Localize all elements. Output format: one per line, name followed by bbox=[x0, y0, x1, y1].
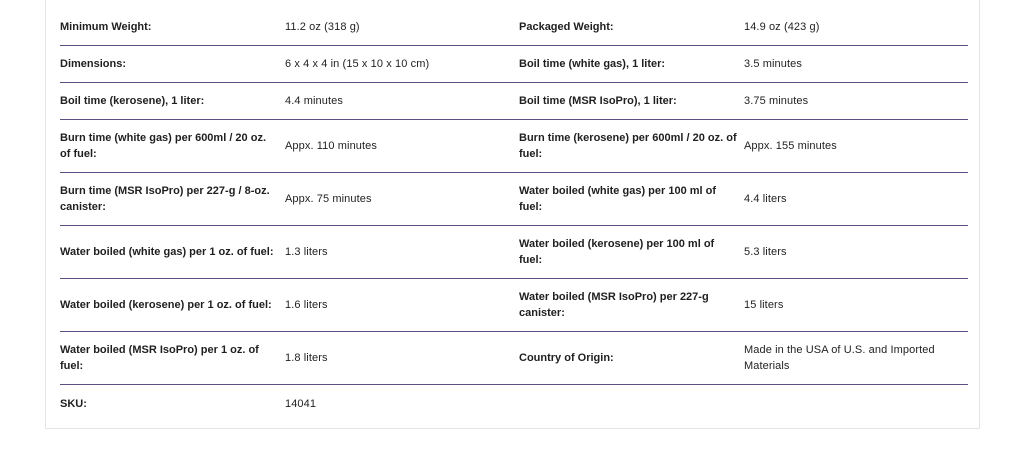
spec-value: 4.4 liters bbox=[744, 193, 787, 205]
spec-label: SKU: bbox=[60, 398, 87, 410]
spec-label: Water boiled (white gas) per 100 ml of fuel: bbox=[519, 185, 717, 213]
spec-label: Boil time (kerosene), 1 liter: bbox=[60, 95, 205, 107]
spec-label: Burn time (white gas) per 600ml / 20 oz. of fuel: bbox=[60, 132, 266, 160]
spec-row bbox=[60, 332, 968, 385]
specifications-card bbox=[45, 0, 980, 429]
spec-value: Made in the USA of U.S. and Imported Materials bbox=[744, 344, 935, 372]
spec-row bbox=[60, 46, 968, 83]
spec-value: 4.4 minutes bbox=[285, 95, 343, 107]
spec-value: 5.3 liters bbox=[744, 246, 787, 258]
spec-value: Appx. 75 minutes bbox=[285, 193, 372, 205]
spec-value: 1.6 liters bbox=[285, 299, 328, 311]
spec-row bbox=[60, 9, 968, 46]
spec-value: 1.8 liters bbox=[285, 352, 328, 364]
spec-row bbox=[60, 173, 968, 226]
spec-label: Minimum Weight: bbox=[60, 21, 152, 33]
spec-value: 14.9 oz (423 g) bbox=[744, 21, 820, 33]
spec-label: Boil time (MSR IsoPro), 1 liter: bbox=[519, 95, 677, 107]
spec-label: Water boiled (kerosene) per 100 ml of fuel: bbox=[519, 238, 715, 266]
spec-label: Packaged Weight: bbox=[519, 21, 614, 33]
spec-value: 1.3 liters bbox=[285, 246, 328, 258]
spec-label: Dimensions: bbox=[60, 58, 127, 70]
spec-value: 6 x 4 x 4 in (15 x 10 x 10 cm) bbox=[285, 58, 430, 70]
spec-row bbox=[60, 83, 968, 120]
spec-value: 15 liters bbox=[744, 299, 784, 311]
spec-label: Burn time (kerosene) per 600ml / 20 oz. of fuel: bbox=[519, 132, 737, 160]
spec-label: Water boiled (kerosene) per 1 oz. of fuel: bbox=[60, 299, 272, 311]
spec-label: Water boiled (MSR IsoPro) per 227-g canister: bbox=[519, 291, 709, 319]
spec-row bbox=[60, 226, 968, 279]
spec-row bbox=[60, 120, 968, 173]
spec-value: 14041 bbox=[285, 398, 317, 410]
spec-label: Water boiled (white gas) per 1 oz. of fuel: bbox=[60, 246, 274, 258]
spec-label: Burn time (MSR IsoPro) per 227-g / 8-oz. canister: bbox=[60, 185, 270, 213]
spec-value: 3.5 minutes bbox=[744, 58, 802, 70]
spec-row bbox=[60, 279, 968, 332]
spec-row bbox=[60, 385, 968, 423]
spec-value: Appx. 110 minutes bbox=[285, 140, 377, 152]
spec-value: 3.75 minutes bbox=[744, 95, 809, 107]
spec-label: Boil time (white gas), 1 liter: bbox=[519, 58, 666, 70]
spec-label: Water boiled (MSR IsoPro) per 1 oz. of fuel: bbox=[60, 344, 259, 372]
spec-value: Appx. 155 minutes bbox=[744, 140, 837, 152]
specifications-table bbox=[60, 9, 968, 423]
spec-value: 11.2 oz (318 g) bbox=[285, 21, 360, 33]
spec-label: Country of Origin: bbox=[519, 352, 614, 364]
